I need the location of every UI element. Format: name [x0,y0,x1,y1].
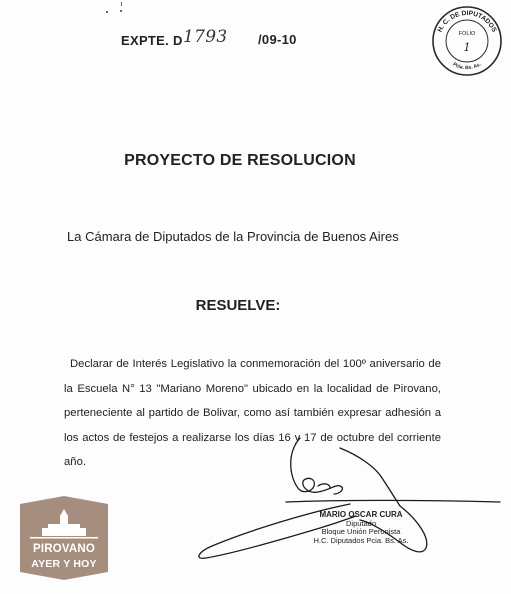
expediente-number: 1793 [183,27,228,47]
scan-speck [120,10,122,12]
expediente-label: EXPTE. D [121,33,183,48]
signatory-role: Diputado [345,518,377,528]
stamp-bottom-text: Pcia. Bs. As. [451,61,483,72]
handwritten-signature [190,430,510,570]
stamp-folio-number: 1 [463,41,471,54]
scan-speck [106,11,108,13]
signatory-name: MARIO OSCAR CURA [319,510,403,519]
signatory-chamber: H.C. Diputados Pcia. Bs. As. [313,535,409,545]
signatory-stamp [296,511,426,545]
svg-text:Pcia. Bs. As. [452,61,483,71]
chamber-line: La Cámara de Diputados de la Provincia de Buenos Aires [67,229,399,244]
expediente-header [121,27,297,48]
stamp-folio-label: FOLIO [458,31,476,37]
expediente-year: /09-10 [258,32,297,47]
document-title: PROYECTO DE RESOLUCION [124,152,356,169]
stamp-ring-text: H. C. DE DIPUTADOS [436,9,498,34]
resolves-heading: RESUELVE: [195,297,281,314]
resolution-body: Declarar de Interés Legislativo la conmemoración del 100º aniversario de la Escuela N° 13 "Mariano Moreno" ubicado en la localidad de Pirovano, perteneciente al partido de Bolivar, como así también expresar adhesión a los actos de festejos a realizarse los días 16 y 17 de octubre del corriente año. [64,358,441,468]
scan-speck [121,2,122,6]
folio-stamp [431,5,503,77]
logo-line1: PIROVANO [32,543,96,555]
logo-line2: AYER Y HOY [31,558,97,570]
signatory-bloc: Bloque Unión Peronista [321,527,401,537]
